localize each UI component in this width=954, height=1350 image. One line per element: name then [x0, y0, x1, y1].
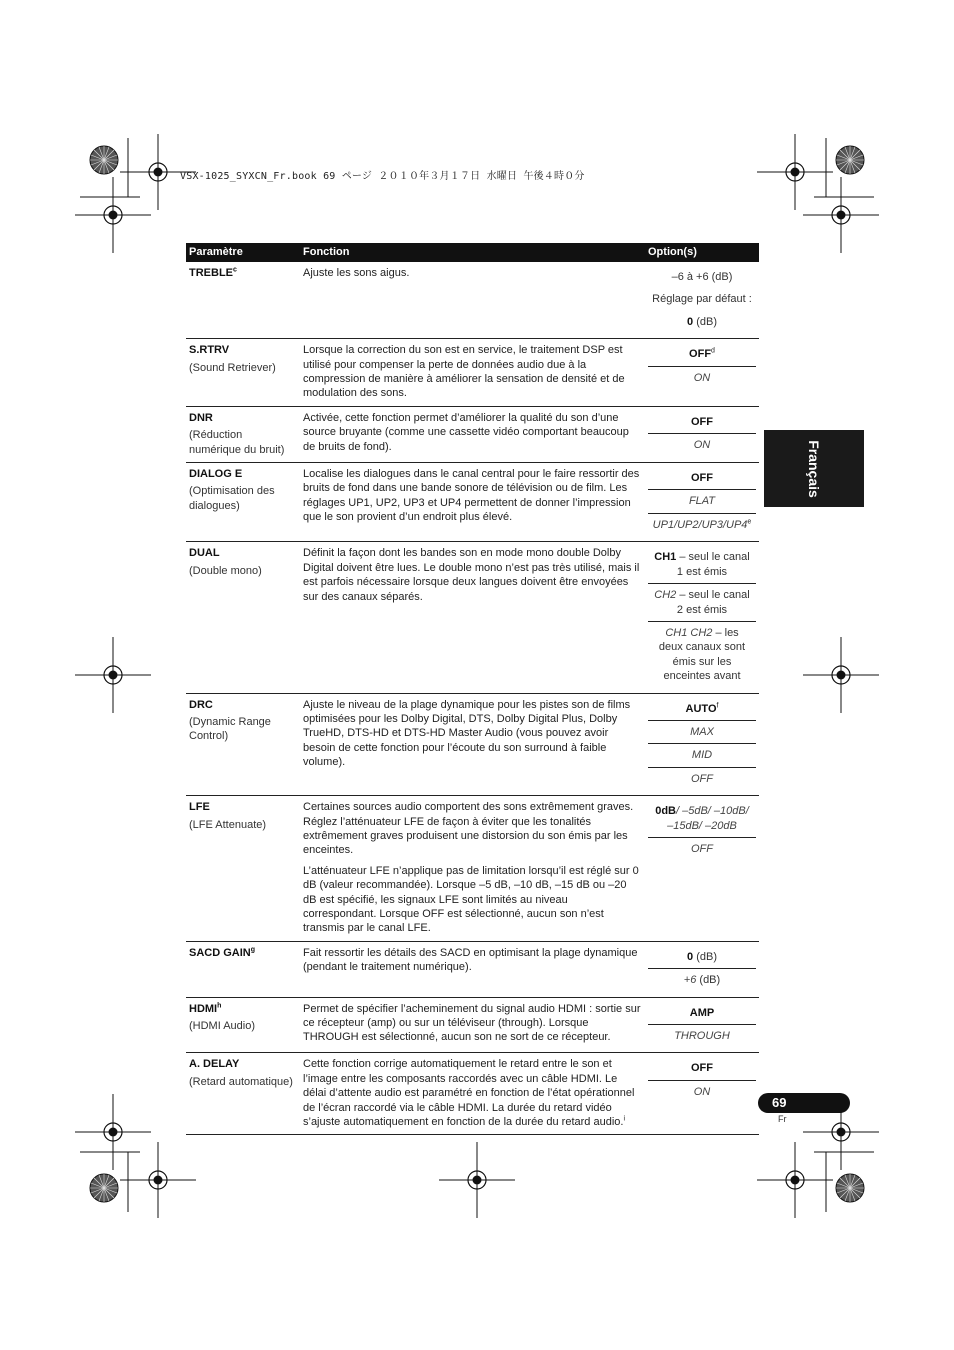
option-main: Réglage par défaut : — [652, 293, 752, 306]
description-text: Ajuste le niveau de la plage dynamique pour les pistes son de films optimisées pour les Dolby Digital, DTS, Dolby Digital Plus, Dolby TrueHD, DTS-HD et DTS-HD Master Audio (vous pouvez avoir besoin de cette fonction pour l’écoute du son surround à faible volume). — [303, 698, 631, 769]
option-detail: – seul le canal 1 est émis — [676, 551, 750, 578]
param-name-text: TREBLE — [189, 267, 233, 279]
option-value — [648, 1057, 756, 1080]
option-main: OFF — [691, 415, 713, 428]
description-text: Localise les dialogues dans le canal central pour le faire ressortir des bruits de fond dans une bande sonore de télévision ou de film. Les réglages UP1, UP2, UP3 et UP4 permettent de donner l’impression que le son provient d’un endroit plus élevé. — [303, 468, 640, 524]
options-cell — [645, 542, 759, 693]
option-main: CH2 — [654, 589, 677, 602]
table-row — [186, 997, 759, 1053]
option-main: 0 — [687, 950, 694, 963]
option-value — [648, 1002, 756, 1025]
page-number-badge — [758, 1093, 850, 1113]
options-cell — [645, 693, 759, 796]
footnote-ref: i — [623, 1115, 625, 1123]
description-paragraph — [303, 1002, 642, 1045]
option-detail: – les deux canaux sont émis sur les enceintes avant — [658, 626, 746, 683]
param-name — [189, 946, 297, 960]
print-header: VSX-1025_SYXCN_Fr.book 69 ページ ２０１０年３月１７日 水曜日 午後４時０分 — [180, 171, 585, 182]
param-subtitle: (HDMI Audio) — [189, 1020, 256, 1033]
option-main: 0 — [687, 315, 694, 328]
option-value — [648, 311, 756, 333]
option-main: OFF — [691, 772, 713, 785]
param-name — [189, 1002, 297, 1016]
crop-mark-mid-right — [803, 637, 879, 713]
param-name-text: DIALOG E — [189, 468, 243, 481]
option-value — [648, 367, 756, 389]
option-main: THROUGH — [674, 1030, 730, 1043]
param-name — [189, 698, 297, 712]
column-header-param: Paramètre — [186, 243, 300, 262]
option-value — [648, 698, 756, 721]
table-row — [186, 796, 759, 942]
table-header-row — [186, 243, 759, 262]
param-cell — [186, 406, 300, 462]
param-subtitle: (Retard automatique) — [189, 1075, 293, 1088]
option-value — [648, 490, 756, 513]
options-cell — [645, 997, 759, 1053]
option-value — [648, 288, 756, 310]
param-subtitle: (LFE Attenuate) — [189, 818, 267, 831]
description-cell — [300, 997, 645, 1053]
option-main: AMP — [689, 1006, 715, 1019]
option-main: OFF — [689, 348, 712, 361]
table-row — [186, 1053, 759, 1135]
description-text: Cette fonction corrige automatiquement le retard entre le son et l’image entre les composants raccordés avec un câble HDMI. Le délai d’attente audio est paramétré en fonction de l’état opérationnel de l’écran raccordé via le câble HDMI. La durée du retard vidéo s’ajuste automatiquement en fonction de la durée du retard audio. — [303, 1058, 635, 1129]
param-name-text: SACD GAIN — [189, 946, 251, 959]
option-detail: (dB) — [696, 974, 721, 987]
crop-mark-top-right — [757, 134, 879, 253]
table-row — [186, 262, 759, 339]
footnote-ref: e — [747, 518, 752, 526]
option-value — [648, 744, 756, 767]
column-header-options: Option(s) — [645, 243, 759, 262]
option-main: OFF — [691, 472, 713, 485]
param-name — [189, 546, 297, 560]
table-row — [186, 941, 759, 997]
column-header-function: Fonction — [300, 243, 645, 262]
crop-mark-top-left — [75, 134, 196, 253]
param-cell — [186, 997, 300, 1053]
description-paragraph — [303, 946, 642, 975]
param-subtitle: (Double mono) — [189, 564, 262, 577]
option-value — [648, 546, 756, 584]
crop-mark-bottom-center — [439, 1142, 515, 1218]
footnote-ref: c — [233, 266, 237, 274]
option-value — [648, 622, 756, 688]
param-cell — [186, 941, 300, 997]
option-main: ON — [693, 1085, 711, 1098]
param-subtitle: (Optimisation des dialogues) — [189, 485, 275, 512]
option-detail: (dB) — [693, 950, 717, 963]
param-subtitle: (Sound Retriever) — [189, 361, 276, 374]
param-cell — [186, 339, 300, 407]
param-name-text: A. DELAY — [189, 1058, 240, 1071]
param-name-text: HDMI — [189, 1002, 218, 1015]
description-text: Fait ressortir les détails des SACD en optimisant la plage dynamique (pendant le traitement numérique). — [303, 946, 638, 974]
language-side-tab — [764, 430, 864, 507]
option-value — [648, 343, 756, 366]
option-value — [648, 434, 756, 456]
option-value — [648, 721, 756, 744]
table-row — [186, 463, 759, 542]
option-main: ON — [693, 371, 711, 384]
description-paragraph — [303, 546, 642, 604]
page-number: 69 — [772, 1095, 787, 1110]
option-main: CH1 — [654, 551, 677, 564]
option-main: OFF — [691, 1062, 713, 1075]
description-cell — [300, 941, 645, 997]
param-name — [189, 467, 297, 481]
options-cell — [645, 1053, 759, 1135]
param-cell — [186, 693, 300, 796]
option-value — [648, 946, 756, 969]
page-language-code: Fr — [778, 1114, 787, 1124]
param-name — [189, 411, 297, 425]
description-cell — [300, 693, 645, 796]
options-cell — [645, 406, 759, 462]
footnote-ref: d — [711, 347, 715, 355]
option-value — [648, 514, 756, 536]
footnote-ref: h — [217, 1001, 222, 1009]
language-side-tab-label: Français — [806, 439, 822, 498]
option-main: FLAT — [688, 495, 716, 508]
description-text: Certaines sources audio comportent des sons extrêmement graves. Réglez l’atténuateur LFE de façon à éviter que les tonalités extrêmement graves produisent une distorsion du son émis par les enceintes. — [303, 801, 634, 857]
option-main: CH1 CH2 — [665, 626, 713, 639]
description-text: Permet de spécifier l’acheminement du signal audio HDMI : sortie sur ce récepteur (amp) ou sur un téléviseur (through). Lorsque THROUGH est sélectionné, aucun son ne sort de ce récepteur. — [303, 1002, 641, 1044]
table-row — [186, 339, 759, 407]
description-paragraph — [303, 467, 642, 525]
option-detail: – seul le canal 2 est émis — [676, 589, 750, 616]
description-paragraph — [303, 343, 642, 401]
crop-mark-bottom-left — [75, 1094, 196, 1218]
option-value — [648, 768, 756, 790]
option-value — [648, 584, 756, 622]
description-cell — [300, 406, 645, 462]
option-value — [648, 1081, 756, 1103]
description-paragraph — [303, 411, 642, 454]
description-cell — [300, 796, 645, 942]
description-paragraph — [303, 864, 642, 936]
option-main: +6 — [683, 974, 697, 987]
param-name — [189, 266, 297, 280]
description-text: Lorsque la correction du son est en service, le traitement DSP est utilisé pour compenser la perte de données audio due à la compression de manière à améliorer la sensation de densité et de modulation des sons. — [303, 344, 625, 400]
param-cell — [186, 542, 300, 693]
description-cell — [300, 339, 645, 407]
param-name-text: DRC — [189, 698, 213, 711]
option-value — [648, 467, 756, 490]
option-main: MAX — [690, 725, 714, 738]
option-value — [648, 838, 756, 860]
param-cell — [186, 262, 300, 339]
option-main: AUTO — [685, 702, 717, 715]
parameters-table — [186, 243, 759, 1135]
param-name-text: S.RTRV — [189, 344, 230, 357]
param-name — [189, 800, 297, 814]
description-text: Définit la façon dont les bandes son en mode mono double Dolby Digital doivent être lues. Le double mono n’est pas très utilisé, mais il est parfois nécessaire lorsque deux langues doivent être envoyées sur des canaux séparés. — [303, 547, 640, 603]
option-value — [648, 1025, 756, 1047]
option-value — [648, 969, 756, 991]
options-cell — [645, 941, 759, 997]
description-cell — [300, 463, 645, 542]
param-name — [189, 1057, 297, 1071]
table-row — [186, 693, 759, 796]
option-value — [648, 800, 756, 838]
description-paragraph — [303, 698, 642, 770]
param-name-text: DNR — [189, 411, 213, 424]
description-cell — [300, 262, 645, 339]
description-text: L’atténuateur LFE n’applique pas de limitation lorsqu’il est réglé sur 0 dB (valeur recommandée). Lorsque –5 dB, –10 dB, –15 dB ou –20 dB est spécifié, les signaux LFE sont limités au niveau correspondant. Lorsque OFF est sélectionné, aucun son n’est transmis par le canal LFE. — [303, 864, 639, 935]
description-paragraph — [303, 1057, 642, 1129]
param-name-text: LFE — [189, 801, 210, 814]
option-detail: / –5dB/ –10dB/ –15dB/ –20dB — [667, 805, 749, 832]
option-main: ON — [693, 439, 711, 452]
options-cell — [645, 339, 759, 407]
table-row — [186, 542, 759, 693]
option-main: OFF — [691, 842, 713, 855]
option-value — [648, 411, 756, 434]
table-row — [186, 406, 759, 462]
description-text: Activée, cette fonction permet d’améliorer la qualité du son d’une source bruyante (comme une cassette vidéo comportant beaucoup de bruits de fond). — [303, 411, 629, 453]
description-cell — [300, 1053, 645, 1135]
description-text: Ajuste les sons aigus. — [303, 267, 410, 279]
options-cell — [645, 262, 759, 339]
option-main: UP1/UP2/UP3/UP4 — [652, 518, 748, 531]
option-main: –6 à +6 (dB) — [671, 271, 733, 283]
option-main: 0dB — [655, 805, 676, 818]
param-name-text: DUAL — [189, 547, 220, 560]
param-subtitle: (Réduction numérique du bruit) — [189, 429, 285, 456]
footnote-ref: f — [716, 701, 719, 709]
param-subtitle: (Dynamic Range Control) — [189, 715, 271, 743]
footnote-ref: g — [250, 946, 256, 954]
crop-mark-mid-left — [75, 637, 151, 713]
param-name — [189, 343, 297, 357]
option-value — [648, 266, 756, 288]
description-paragraph — [303, 266, 642, 280]
param-cell — [186, 796, 300, 942]
options-cell — [645, 796, 759, 942]
option-detail: (dB) — [693, 315, 717, 328]
description-cell — [300, 542, 645, 693]
param-cell — [186, 463, 300, 542]
param-cell — [186, 1053, 300, 1135]
option-main: MID — [691, 749, 713, 762]
options-cell — [645, 463, 759, 542]
description-paragraph — [303, 800, 642, 858]
